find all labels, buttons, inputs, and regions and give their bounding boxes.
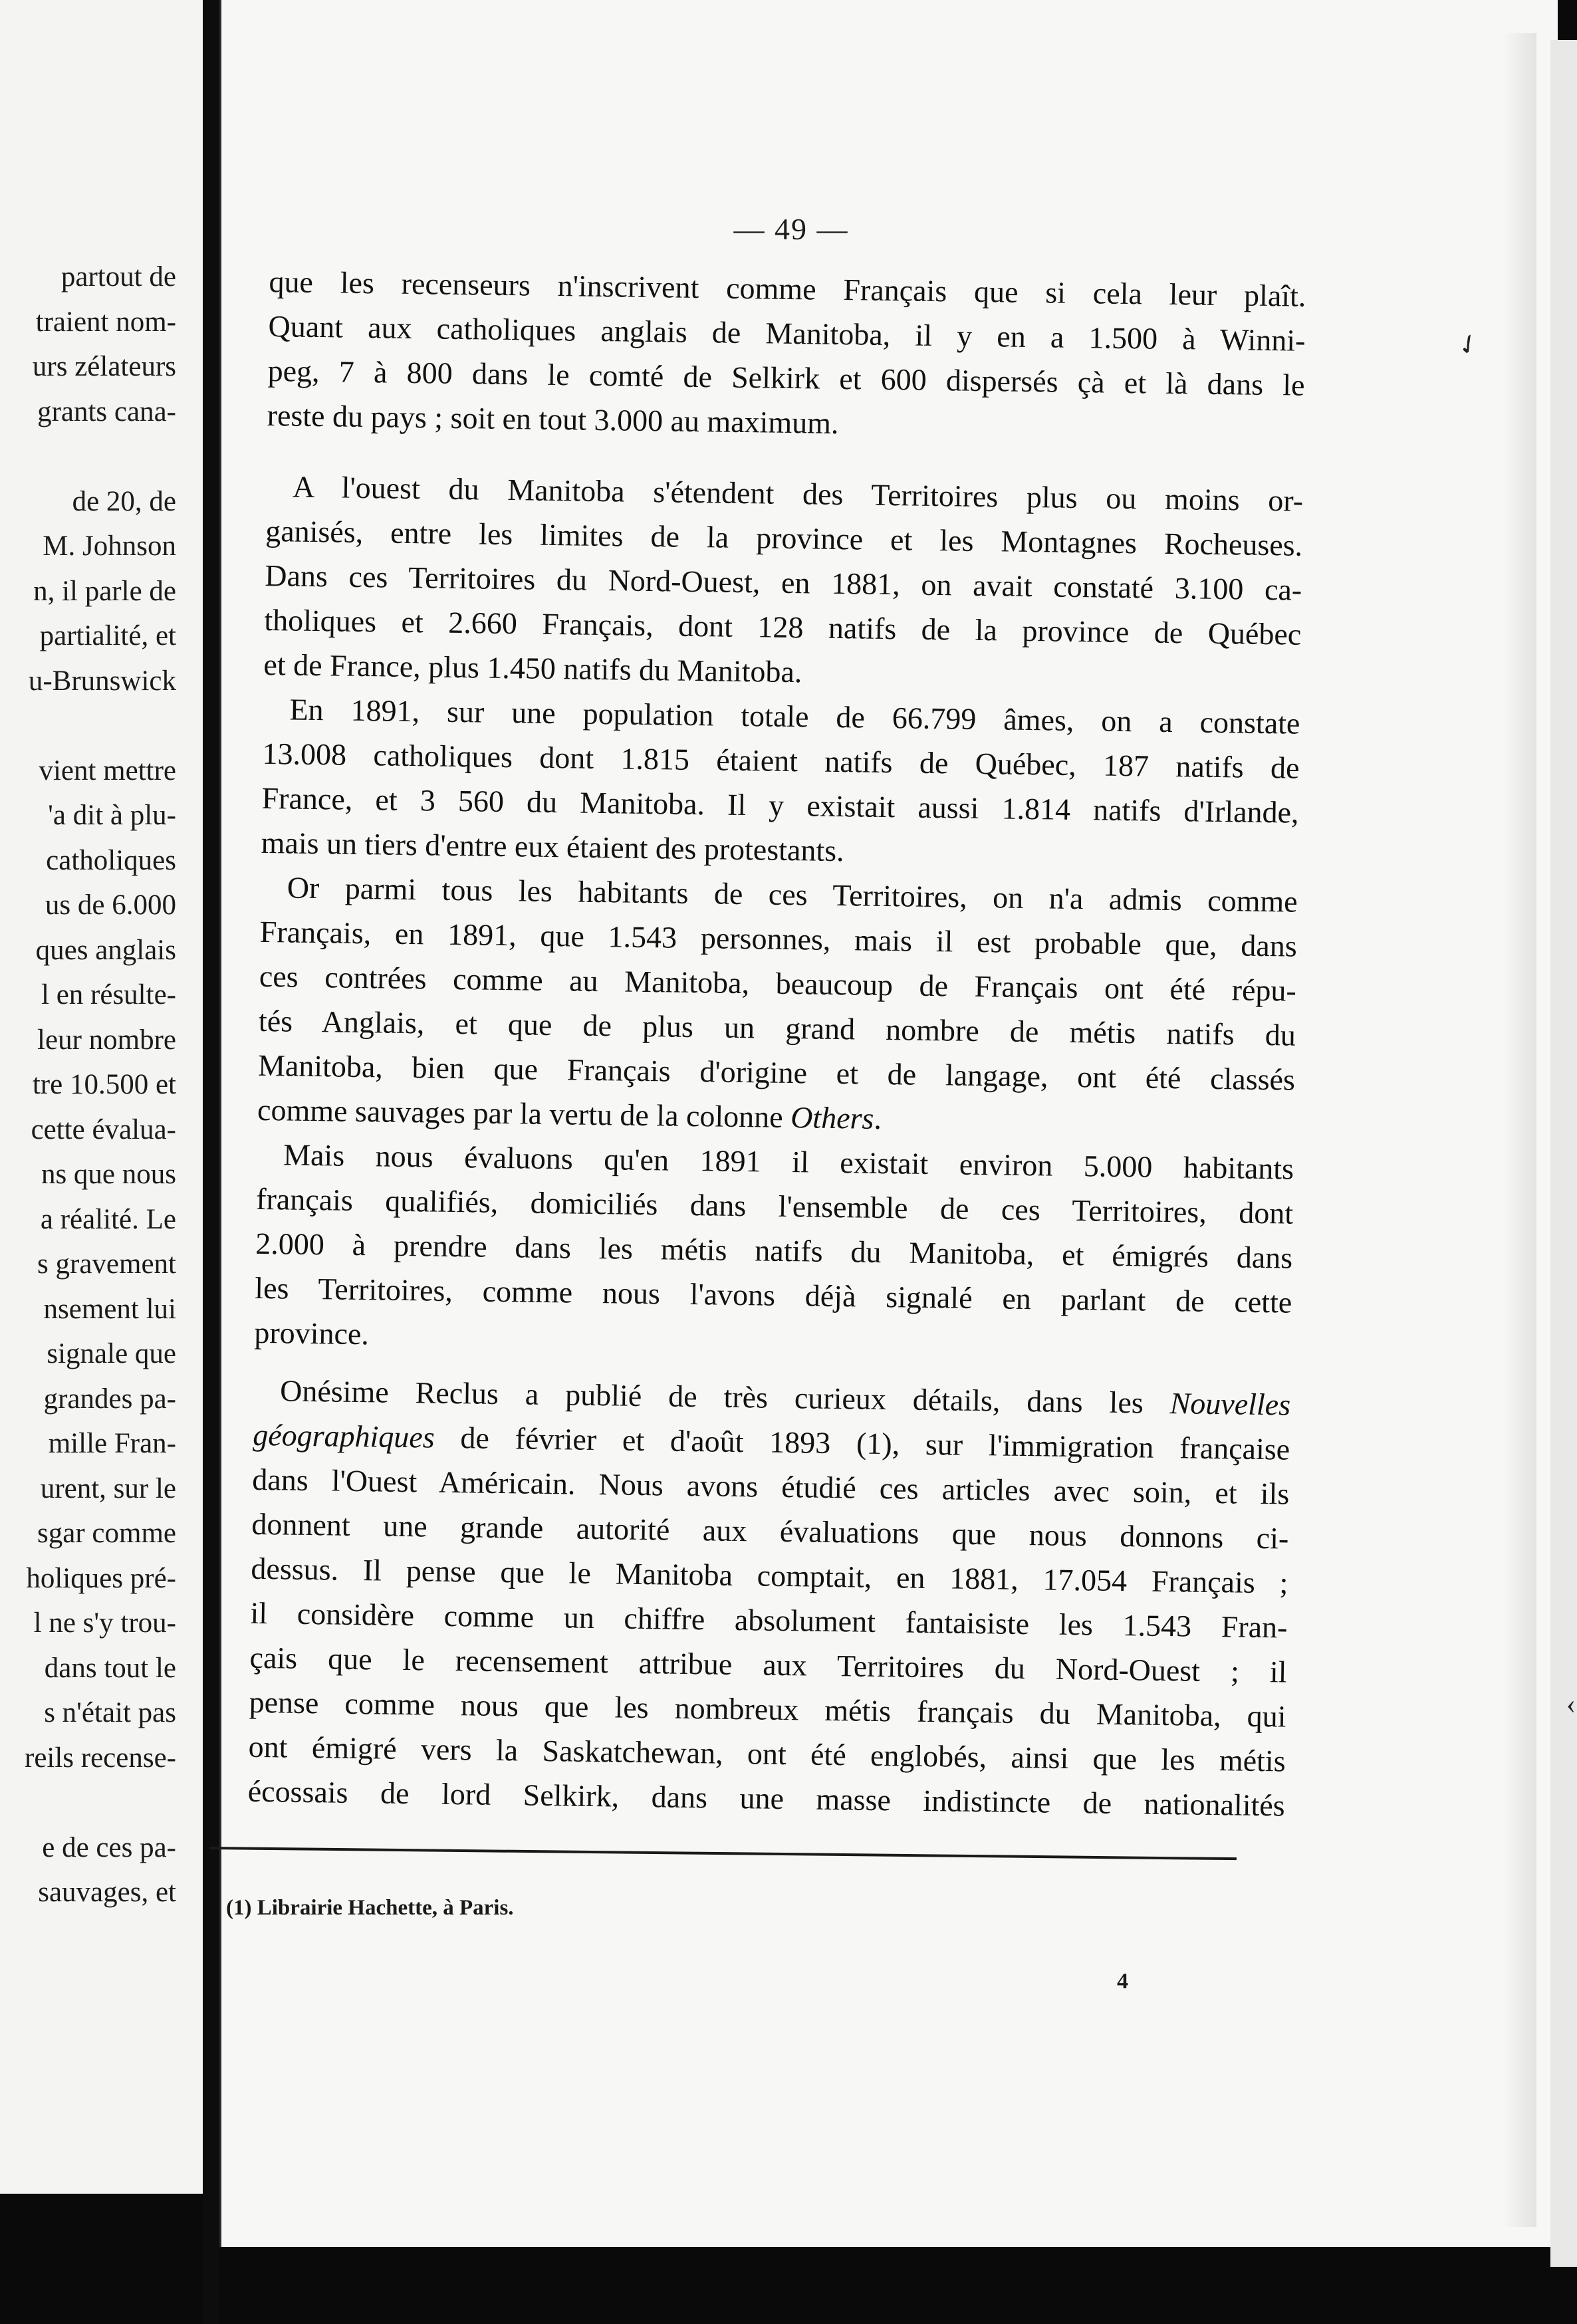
page-number: — 49 — [733, 212, 849, 246]
text-line: 2.000 à prendre dans les métis natifs du Manitoba, et émigrés dans [255, 1226, 1293, 1275]
page-curve-shadow [1503, 33, 1536, 2227]
left-page-line: tre 10.500 et [32, 1069, 176, 1100]
text-line: province. [254, 1315, 370, 1351]
previous-page-fragment [0, 0, 207, 2194]
left-page-line: de 20, de [72, 485, 176, 517]
text-line: peg, 7 à 800 dans le comté de Selkirk et 600 dispersés çà et là dans le [267, 353, 1305, 402]
text-run: Onésime Reclus a publié de très curieux détails, dans les [279, 1373, 1171, 1421]
left-page-line: ns que nous [41, 1159, 176, 1190]
text-line: français qualifiés, domiciliés dans l'ensemble de ces Territoires, dont [255, 1181, 1294, 1230]
left-page-line: partout de [61, 261, 176, 292]
text-run: . [874, 1101, 882, 1135]
book-gutter [203, 0, 219, 2324]
text-line: écossais de lord Selkirk, dans une masse indistincte de nationalités [247, 1774, 1286, 1823]
text-line: ganisés, entre les limites de la province et les Montagnes Rocheuses. [265, 513, 1303, 562]
text-line: France, et 3 560 du Manitoba. Il y existait aussi 1.814 natifs d'Irlande, [261, 780, 1299, 830]
text-line: ces contrées comme au Manitoba, beaucoup de Français ont été répu- [259, 959, 1297, 1008]
left-page-line: grants cana- [37, 396, 176, 427]
left-page-line: sauvages, et [38, 1877, 176, 1908]
left-page-line: 'a dit à plu- [48, 800, 176, 831]
left-page-line: s gravement [37, 1248, 176, 1280]
left-page-line: e de ces pa- [42, 1831, 176, 1863]
text-line: donnent une grande autorité aux évaluations que nous donnons ci- [251, 1506, 1289, 1556]
page-body-text [247, 259, 1306, 1828]
text-line: dessus. Il pense que le Manitoba comptait, en 1881, 17.054 Français ; [251, 1551, 1288, 1600]
text-line: dans l'Ouest Américain. Nous avons étudié ces articles avec soin, et ils [252, 1462, 1290, 1511]
left-page-line: mille Fran- [48, 1428, 176, 1459]
text-line: ont émigré vers la Saskatchewan, ont été englobés, ainsi que les métis [248, 1729, 1286, 1778]
left-page-line: n, il parle de [33, 575, 176, 607]
next-page-edge [1550, 40, 1577, 2267]
left-page-line: catholiques [46, 844, 176, 876]
margin-mark: ✓ [1451, 326, 1486, 364]
left-page-line: signale que [47, 1338, 176, 1369]
text-line: En 1891, sur une population totale de 66.799 âmes, on a constate [289, 692, 1300, 741]
text-line: reste du pays ; soit en tout 3.000 au maximum. [267, 398, 839, 440]
text-line: Français, en 1891, que 1.543 personnes, mais il est probable que, dans [259, 914, 1298, 963]
text-line: çais que le recensement attribue aux Territoires du Nord-Ouest ; il [249, 1640, 1287, 1689]
text-line: A l'ouest du Manitoba s'étendent des Territoires plus ou moins or- [292, 469, 1304, 518]
text-run: comme sauvages par la vertu de la colonne [257, 1092, 791, 1135]
text-line: Mais nous évaluons qu'en 1891 il existait environ 5.000 habitants [283, 1137, 1294, 1186]
left-page-line: traient nom- [35, 306, 176, 338]
left-page-line: us de 6.000 [45, 889, 176, 921]
italic-run: géographiques [252, 1417, 435, 1454]
left-page-line: cette évalua- [31, 1113, 176, 1145]
text-line: 13.008 catholiques dont 1.815 étaient natifs de Québec, 187 natifs de [262, 736, 1300, 785]
left-page-line: urent, sur le [40, 1472, 176, 1504]
text-line: et de France, plus 1.450 natifs du Manitoba. [263, 647, 802, 689]
left-page-line: dans tout le [44, 1652, 176, 1684]
text-line: Or parmi tous les habitants de ces Territoires, on n'a admis comme [287, 870, 1298, 919]
text-run: de février et d'août 1893 (1), sur l'immigration française [434, 1420, 1290, 1466]
edge-mark: ‹ [1566, 1689, 1576, 1720]
left-page-line: M. Johnson [43, 530, 176, 562]
italic-run: Nouvelles [1169, 1386, 1291, 1422]
left-page-line: nsement lui [43, 1293, 176, 1325]
text-line: Dans ces Territoires du Nord-Ouest, en 1881, on avait constaté 3.100 ca- [265, 558, 1302, 607]
left-page-line: sgar comme [37, 1518, 176, 1549]
signature-mark: 4 [1117, 1969, 1128, 1994]
left-page-line: a réalité. Le [40, 1203, 176, 1235]
left-page-line: vient mettre [39, 755, 176, 786]
left-page-line: u-Brunswick [28, 665, 176, 697]
left-page-line: l ne s'y trou- [33, 1607, 176, 1639]
text-line: Quant aux catholiques anglais de Manitoba, il y en a 1.500 à Winni- [268, 308, 1306, 358]
left-page-line: reils recense- [25, 1742, 176, 1774]
left-page-line: l en résulte- [41, 979, 176, 1010]
left-page-line: partialité, et [39, 620, 176, 651]
left-page-line: s n'était pas [44, 1697, 176, 1728]
text-line: il considère comme un chiffre absolument fantaisiste les 1.543 Fran- [250, 1595, 1288, 1645]
text-line: tholiques et 2.660 Français, dont 128 natifs de la province de Québec [264, 602, 1302, 651]
italic-run: Others [790, 1100, 874, 1135]
left-page-line: urs zélateurs [32, 351, 176, 382]
text-line: mais un tiers d'entre eux étaient des protestants. [261, 825, 844, 868]
left-page-line: holiques pré- [26, 1562, 176, 1594]
text-line: Manitoba, bien que Français d'origine et de langage, ont été classés [257, 1048, 1296, 1097]
left-page-line: grandes pa- [43, 1383, 176, 1415]
left-page-line: leur nombre [37, 1024, 176, 1056]
footnote: (1) Librairie Hachette, à Paris. [226, 1896, 514, 1920]
text-line: tés Anglais, et que de plus un grand nombre de métis natifs du [258, 1003, 1296, 1052]
text-line: les Territoires, comme nous l'avons déjà signalé en parlant de cette [255, 1270, 1292, 1320]
text-line: que les recenseurs n'inscrivent comme Français que si cela leur plaît. [269, 264, 1306, 313]
text-line: pense comme nous que les nombreux métis français du Manitoba, qui [249, 1685, 1286, 1734]
left-page-line: ques anglais [35, 934, 176, 966]
